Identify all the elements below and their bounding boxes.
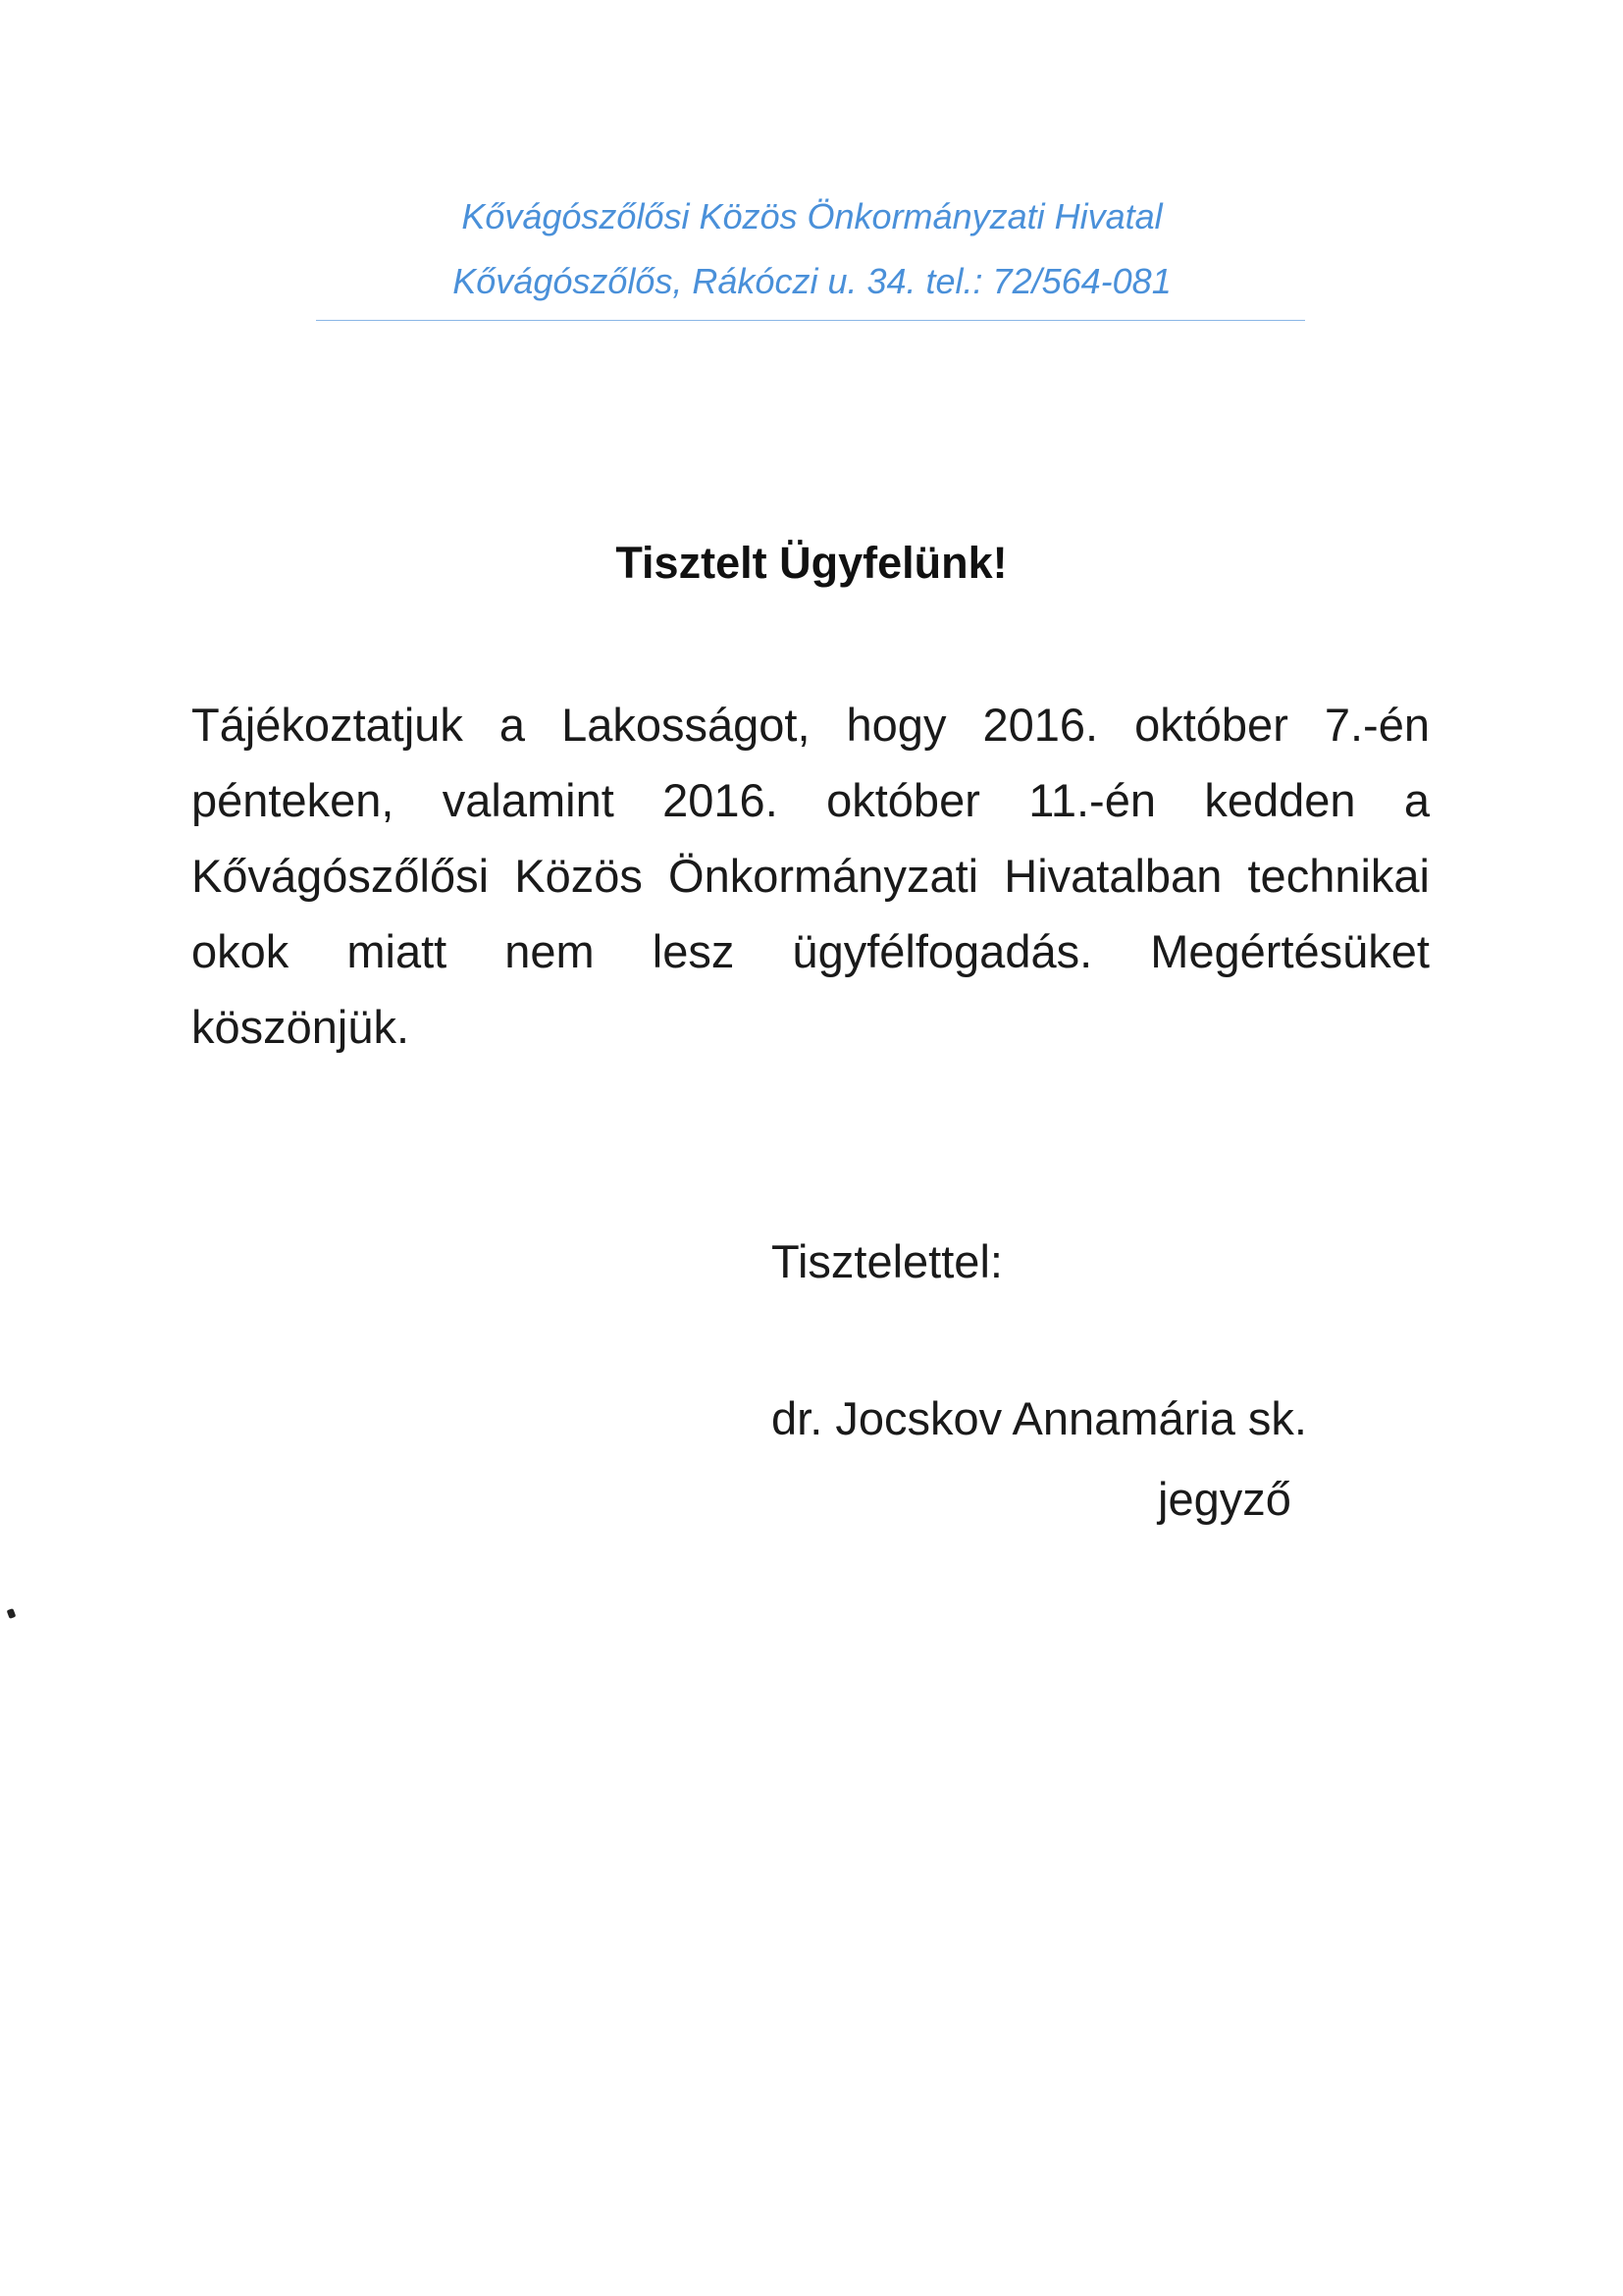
scan-speck [7, 1608, 17, 1619]
letterhead-divider [316, 320, 1305, 321]
office-name: Kővágószőlősi Közös Önkormányzati Hivatal [461, 196, 1163, 236]
office-address: Kővágószőlős, Rákóczi u. 34. tel.: 72/564-081 [452, 261, 1172, 301]
letterhead [314, 184, 1310, 314]
salutation: Tisztelt Ügyfelünk! [615, 538, 1008, 588]
closing-phrase: Tisztelettel: [771, 1235, 1003, 1287]
signer-title: jegyző [1158, 1473, 1291, 1525]
letter-body: Tájékoztatjuk a Lakosságot, hogy 2016. október 7.-én pénteken, valamint 2016. október 11.-én kedden a Kővágószőlősi Közös Önkormányzati Hivatalban technikai okok miatt nem lesz ügyfélfogadás. Megértésüket köszönjük. [191, 699, 1430, 1053]
signer-name: dr. Jocskov Annamária sk. [771, 1392, 1307, 1444]
